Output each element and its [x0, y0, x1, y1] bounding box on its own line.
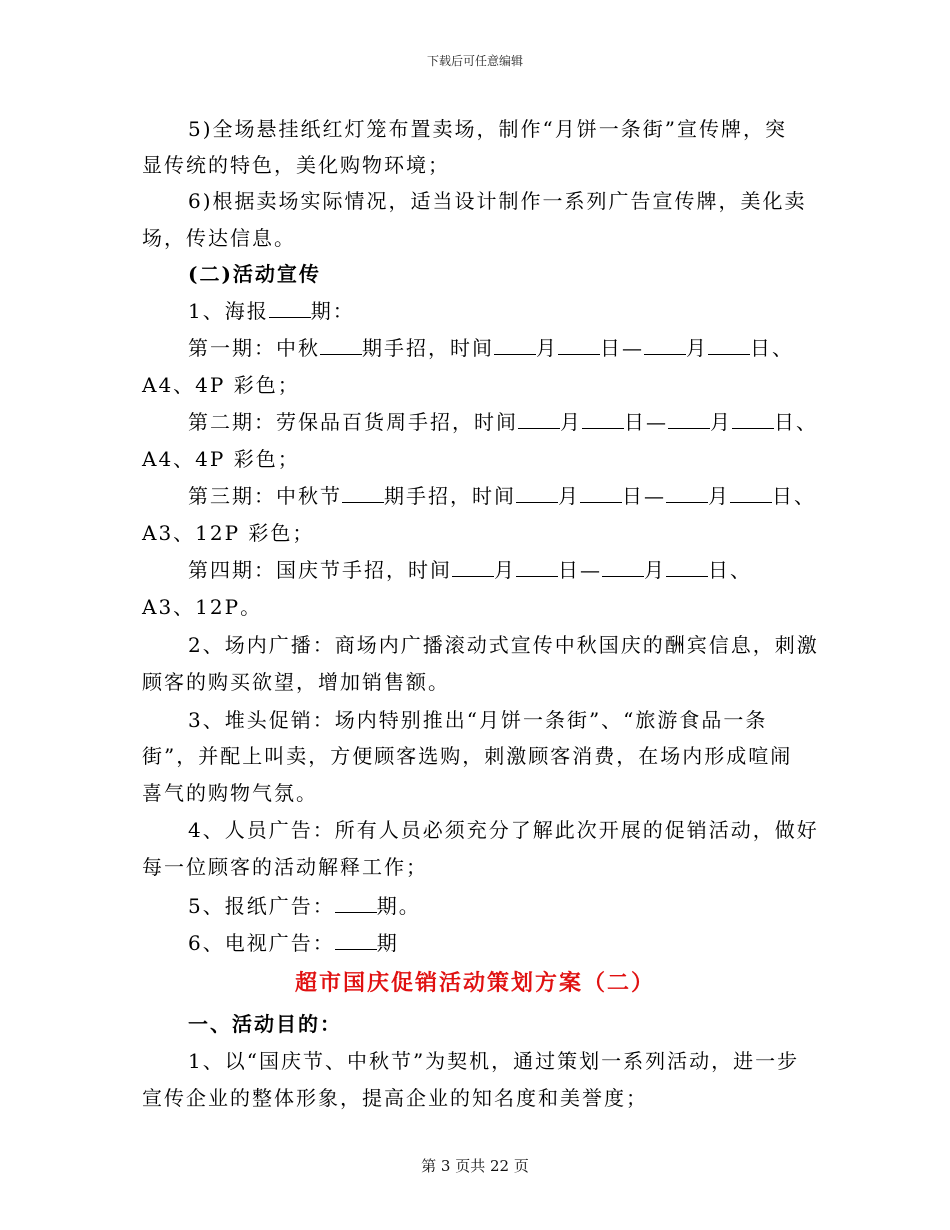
blank-field	[335, 931, 377, 950]
text-span: 期	[376, 931, 399, 955]
text-span: 第四期：国庆节手招，时间	[188, 558, 452, 582]
paragraph-line: 3、堆头促销：场内特别推出“月饼一条街”、“旅游食品一条	[188, 708, 768, 732]
paragraph-line	[188, 409, 818, 435]
blank-field	[668, 410, 710, 429]
text-span: 月	[710, 410, 732, 434]
blank-field	[518, 410, 560, 429]
blank-field	[516, 484, 558, 503]
paragraph-line: 街”，并配上叫卖，方便顾客选购，刺激顾客消费，在场内形成喧闹	[142, 744, 793, 768]
blank-field	[452, 558, 494, 577]
paragraph-line: 1、以“国庆节、中秋节”为契机，通过策划一系列活动，进一步	[188, 1049, 800, 1073]
text-span: 5、报纸广告：	[188, 894, 335, 918]
text-span: 期：	[310, 299, 355, 323]
text-span: 日—	[600, 336, 644, 360]
text-span: 1、海报	[188, 299, 269, 323]
text-span: 日、	[750, 336, 794, 360]
paragraph-line: 喜气的购物气氛。	[142, 781, 318, 805]
text-span: 月	[708, 484, 730, 508]
paragraph-line	[188, 298, 355, 324]
paragraph-line	[188, 557, 752, 583]
text-span: 第一期：中秋	[188, 336, 320, 360]
paragraph-line: 宣传企业的整体形象，提高企业的知名度和美誉度；	[142, 1086, 648, 1110]
text-span: 日、	[772, 484, 816, 508]
blank-field	[342, 484, 384, 503]
text-span: 日、	[774, 410, 818, 434]
page-header: 下载后可任意编辑	[426, 54, 523, 68]
paragraph-line: 2、场内广播：商场内广播滚动式宣传中秋国庆的酬宾信息，刺激	[188, 633, 819, 657]
document-title: 超市国庆促销活动策划方案（二）	[294, 970, 655, 996]
paragraph-line: 5)全场悬挂纸红灯笼布置卖场，制作“月饼一条街”宣传牌，突	[188, 117, 787, 141]
text-span: 日—	[622, 484, 666, 508]
text-span: 日—	[624, 410, 668, 434]
text-span: 期手招，时间	[362, 336, 494, 360]
text-span: 月	[536, 336, 558, 360]
text-span: 月	[686, 336, 708, 360]
paragraph-line	[188, 335, 794, 361]
text-span: 日—	[558, 558, 602, 582]
paragraph-line: A4、4P 彩色；	[142, 447, 300, 471]
paragraph-line: A3、12P。	[142, 595, 263, 619]
blank-field	[580, 484, 622, 503]
text-span: 第三期：中秋节	[188, 484, 342, 508]
blank-field	[494, 336, 536, 355]
text-span: 月	[644, 558, 666, 582]
text-span: 月	[558, 484, 580, 508]
text-span: 6、电视广告：	[188, 931, 335, 955]
blank-field	[644, 336, 686, 355]
blank-field	[708, 336, 750, 355]
blank-field	[558, 336, 600, 355]
paragraph-line: A3、12P 彩色；	[142, 521, 315, 545]
paragraph-line: 顾客的购买欲望，增加销售额。	[142, 670, 450, 694]
paragraph-line: 每一位顾客的活动解释工作；	[142, 855, 428, 879]
blank-field	[516, 558, 558, 577]
section-heading: 一、活动目的：	[188, 1012, 342, 1036]
section-heading: (二)活动宣传	[188, 262, 321, 286]
paragraph-line: 显传统的特色，美化购物环境；	[142, 153, 450, 177]
text-span: 日、	[708, 558, 752, 582]
text-span: 期。	[376, 894, 421, 918]
blank-field	[320, 336, 362, 355]
blank-field	[335, 894, 377, 913]
blank-field	[666, 484, 708, 503]
paragraph-line	[188, 930, 399, 956]
paragraph-line: 4、人员广告：所有人员必须充分了解此次开展的促销活动，做好	[188, 818, 819, 842]
paragraph-line: 场，传达信息。	[142, 226, 296, 250]
blank-field	[582, 410, 624, 429]
page-footer: 第 3 页共 22 页	[421, 1157, 529, 1175]
blank-field	[269, 299, 311, 318]
paragraph-line: 6)根据卖场实际情况，适当设计制作一系列广告宣传牌，美化卖	[188, 189, 807, 213]
text-span: 月	[494, 558, 516, 582]
text-span: 第二期：劳保品百货周手招，时间	[188, 410, 518, 434]
text-span: 期手招，时间	[384, 484, 516, 508]
blank-field	[730, 484, 772, 503]
paragraph-line: A4、4P 彩色；	[142, 373, 300, 397]
paragraph-line	[188, 893, 421, 919]
text-span: 月	[560, 410, 582, 434]
blank-field	[666, 558, 708, 577]
paragraph-line	[188, 483, 816, 509]
blank-field	[732, 410, 774, 429]
blank-field	[602, 558, 644, 577]
